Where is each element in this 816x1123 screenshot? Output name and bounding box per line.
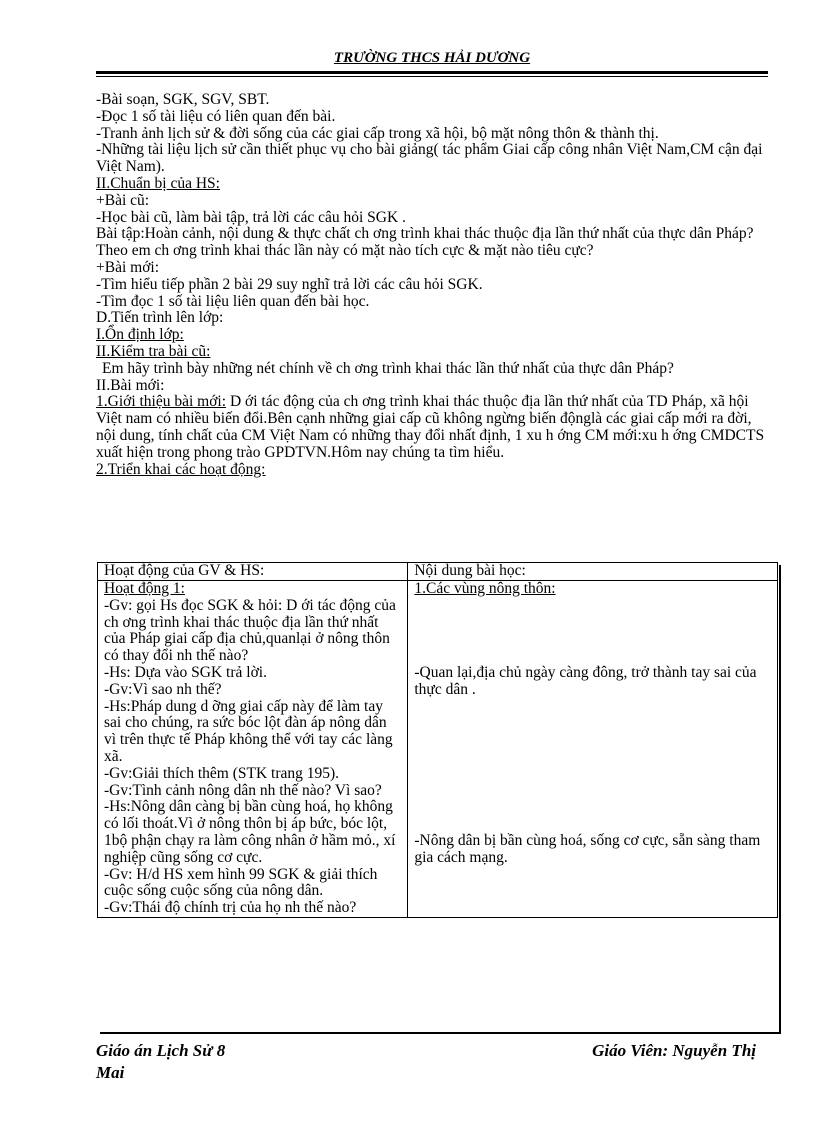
intro-label: 1.Giới thiệu bài mới: (96, 393, 227, 411)
table-header-content: Nội dung bài học: (408, 563, 778, 581)
text-line: -Tìm hiểu tiếp phần 2 bài 29 suy nghĩ trả lời các câu hỏi SGK. (96, 275, 483, 293)
activities-cell (98, 581, 408, 918)
footer-teacher-tail: Mai (96, 1063, 125, 1082)
text-line: -Bài soạn, SGK, SGV, SBT. (96, 91, 270, 108)
lesson-body (96, 92, 768, 478)
section-heading: II.Chuẩn bị của HS: (96, 174, 220, 192)
spacer (414, 598, 771, 665)
activity-line: -Gv: gọi Hs đọc SGK & hỏi: D ới tác động của ch ơng trình khai thác thuộc địa lần thứ nhất của Pháp giai cấp địa chủ,quanlại ở nông thôn có thay đổi nh thế nào? (104, 596, 396, 665)
table-header-row (98, 563, 778, 581)
content-point: -Nông dân bị bần cùng hoá, sống cơ cực, sẵn sàng tham gia cách mạng. (414, 832, 761, 867)
text-line: +Bài mới: (96, 258, 160, 276)
activity-line: -Hs: Dựa vào SGK trả lời. (104, 663, 267, 681)
footer-title: Giáo án Lịch Sử 8 (96, 1041, 226, 1060)
content-cell (408, 581, 778, 918)
spacer (414, 698, 771, 833)
activity-line: -Gv:Giải thích thêm (STK trang 195). (104, 764, 340, 782)
table-shadow-bottom (100, 1032, 781, 1034)
activity-line: -Gv:Tình cảnh nông dân nh thế nào? Vì sao? (104, 781, 382, 799)
content-point: -Quan lại,địa chủ ngày càng đông, trở thành tay sai của thực dân . (414, 663, 757, 698)
text-line: +Bài cũ: (96, 191, 150, 209)
text-line: -Tranh ảnh lịch sử & đời sống của các giai cấp trong xã hội, bộ mặt nông thôn & thành thị. (96, 124, 659, 142)
text-line: -Tìm đọc 1 số tài liệu liên quan đến bài học. (96, 292, 370, 310)
activity-line: -Gv:Vì sao nh thế? (104, 680, 222, 698)
intro-text: D ới tác động của ch ơng trình khai thác thuộc địa lần thứ nhất của TD Pháp, xã hội Việt nam có nhiều biến đổi.Bên cạnh những giai cấp cũ không ngừng biến độnglà các giai cấp mới ra đời, nội dung, tính chất của CM Việt Nam có những thay đổi nhất định, 1 xu h ớng CM mới:xu h ớng CMDCTS xuất hiện trong phong trào GPDTVN.Hôm nay chúng ta tìm hiểu. (96, 393, 765, 461)
intro-paragraph (96, 394, 768, 461)
activity-line: -Hs:Pháp dung d ỡng giai cấp này để làm tay sai cho chúng, ra sức bóc lột đàn áp nông dân vì trên thực tế Pháp không thể với tay các làng xã. (104, 697, 393, 765)
text-line: -Những tài liệu lịch sử cần thiết phục vụ cho bài giảng( tác phẩm Giai cấp công nhân Việt Nam,CM cận đại Việt Nam). (96, 141, 763, 176)
question-text: Em hãy trình bày những nét chính về ch ơng trình khai thác lần thứ nhất của thực dân Pháp? (102, 359, 674, 377)
footer-teacher: Giáo Viên: Nguyễn Thị (592, 1041, 756, 1060)
activity-table (97, 562, 778, 918)
section-heading: II.Kiểm tra bài cũ: (96, 342, 211, 360)
text-line: -Đọc 1 số tài liệu có liên quan đến bài. (96, 107, 336, 125)
activity-title: Hoạt động 1: (104, 580, 185, 597)
text-line: II.Bài mới: (96, 376, 165, 394)
section-heading: 2.Triển khai các hoạt động: (96, 460, 266, 478)
content-title: 1.Các vùng nông thôn: (414, 580, 556, 597)
text-line: Bài tập:Hoàn cảnh, nội dung & thực chất ch ơng trình khai thác thuộc địa lần thứ nhất của thực dân Pháp? Theo em ch ơng trình khai thác lần này có mặt nào tích cực & mặt nào tiêu cực? (96, 225, 754, 260)
activity-line: -Gv: H/d HS xem hình 99 SGK & giải thích cuộc sống cuộc sống của nông dân. (104, 865, 378, 900)
text-line: -Học bài cũ, làm bài tập, trả lời các câu hỏi SGK . (96, 208, 406, 226)
table-header-activities: Hoạt động của GV & HS: (98, 563, 408, 581)
table-shadow-right (779, 565, 781, 1033)
header-rule-thick (96, 71, 768, 74)
activity-line: -Hs:Nông dân càng bị bần cùng hoá, họ không có lối thoát.Vì ở nông thôn bị áp bức, bóc lột, 1bộ phận chạy ra làm công nhân ở hầm mỏ., xí nghiệp cũng sống cơ cực. (104, 798, 396, 866)
table-row (98, 581, 778, 918)
section-heading: I.Ổn định lớp: (96, 326, 184, 344)
header-rule-thin (96, 76, 768, 77)
activity-line: -Gv:Thái độ chính trị của họ nh thế nào? (104, 899, 357, 917)
text-line: D.Tiến trình lên lớp: (96, 309, 224, 327)
page-header: TRƯỜNG THCS HẢI DƯƠNG (333, 50, 531, 66)
